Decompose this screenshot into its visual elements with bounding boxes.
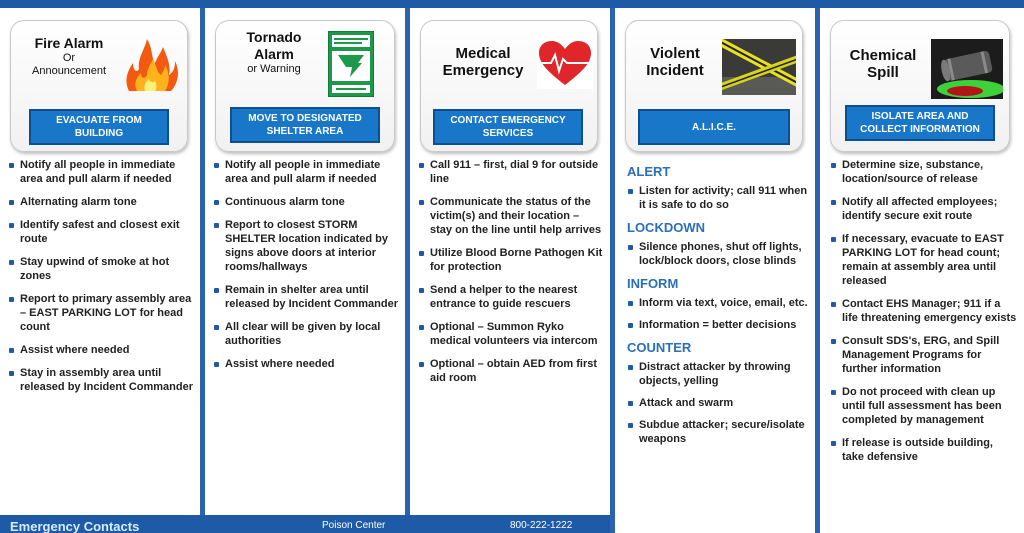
list-item: Contact EHS Manager; 911 if a life threatening emergency exists (830, 297, 1018, 325)
list-item: Assist where needed (213, 357, 399, 371)
list-item: Distract attacker by throwing objects, yelling (627, 360, 811, 388)
chemical-title-line2: Spill (867, 64, 899, 81)
tornado-title-line1: Tornado (246, 29, 302, 45)
chemical-spill-title (837, 47, 929, 81)
poison-center-label: Poison Center (322, 520, 386, 531)
list-item: Subdue attacker; secure/isolate weapons (627, 418, 811, 446)
list-item: Remain in shelter area until released by Incident Commander (213, 283, 399, 311)
counter-list (627, 360, 811, 446)
list-item: Alternating alarm tone (8, 195, 193, 209)
list-item: Determine size, substance, location/source of release (830, 158, 1018, 186)
list-item: If necessary, evacuate to EAST PARKING LOT for head count; remain at assembly area until released (830, 232, 1018, 288)
list-item: Communicate the status of the victim(s) and their location – stay on the line until help arrives (418, 195, 604, 237)
lockdown-list (627, 240, 811, 268)
chemical-barrel-icon (931, 39, 1003, 99)
list-item: Assist where needed (8, 343, 193, 357)
list-item: Listen for activity; call 911 when it is safe to do so (627, 184, 811, 212)
list-item: Notify all people in immediate area and pull alarm if needed (8, 158, 193, 186)
violent-incident-instructions (627, 158, 811, 454)
violent-title-line2: Incident (646, 62, 704, 79)
alert-heading: ALERT (627, 164, 671, 179)
list-item: All clear will be given by local authorities (213, 320, 399, 348)
fire-alarm-column (0, 8, 200, 533)
fire-alarm-title (19, 35, 119, 78)
chemical-spill-card (830, 20, 1010, 152)
tornado-column (205, 8, 405, 533)
tornado-instructions (213, 158, 399, 380)
tornado-title (224, 29, 324, 76)
inform-heading: INFORM (627, 276, 679, 291)
medical-column (410, 8, 610, 533)
list-item: Stay in assembly area until released by Incident Commander (8, 366, 193, 394)
evacuate-action-banner: EVACUATE FROM BUILDING (29, 109, 169, 145)
list-item: Call 911 – first, dial 9 for outside line (418, 158, 604, 186)
list-item: Report to primary assembly area – EAST PARKING LOT for head count (8, 292, 193, 334)
list-item: Optional – obtain AED from first aid room (418, 357, 604, 385)
list-item: Consult SDS's, ERG, and Spill Management Programs for further information (830, 334, 1018, 376)
crime-scene-tape-icon (722, 39, 796, 95)
list-item: Send a helper to the nearest entrance to guide rescuers (418, 283, 604, 311)
counter-heading: COUNTER (627, 340, 692, 355)
contact-emergency-action-banner: CONTACT EMERGENCY SERVICES (433, 109, 583, 145)
violent-incident-column (615, 8, 815, 533)
list-item: Notify all affected employees; identify secure exit route (830, 195, 1018, 223)
violent-incident-card (625, 20, 803, 152)
top-band (0, 0, 1024, 8)
list-item: Silence phones, shut off lights, lock/block doors, close blinds (627, 240, 811, 268)
list-item: Identify safest and closest exit route (8, 218, 193, 246)
list-item: If release is outside building, take defensive (830, 436, 1018, 464)
list-item: Inform via text, voice, email, etc. (627, 296, 811, 310)
list-item: Do not proceed with clean up until full assessment has been completed by management (830, 385, 1018, 427)
fire-alarm-subtitle-announcement: Announcement (32, 65, 106, 77)
alert-list (627, 184, 811, 212)
fire-alarm-subtitle-or: Or (62, 52, 76, 64)
medical-instructions (418, 158, 604, 394)
violent-title-line1: Violent (650, 45, 700, 62)
medical-title-line1: Medical (455, 45, 511, 62)
list-item: Utilize Blood Borne Pathogen Kit for protection (418, 246, 604, 274)
list-item: Stay upwind of smoke at hot zones (8, 255, 193, 283)
inform-list (627, 296, 811, 332)
emergency-contacts-label: Emergency Contacts (10, 519, 140, 533)
list-item: Information = better decisions (627, 318, 811, 332)
list-item: Continuous alarm tone (213, 195, 399, 209)
isolate-area-action-banner: ISOLATE AREA AND COLLECT INFORMATION (845, 105, 995, 141)
chemical-title-line1: Chemical (849, 47, 917, 64)
violent-incident-title (632, 45, 718, 79)
list-item: Attack and swarm (627, 396, 811, 410)
fire-alarm-title-text: Fire Alarm (34, 35, 104, 51)
poison-center-number: 800-222-1222 (510, 520, 573, 531)
chemical-spill-instructions (830, 158, 1018, 473)
chemical-spill-column (820, 8, 1024, 533)
fire-icon (123, 35, 179, 93)
list-item: Notify all people in immediate area and pull alarm if needed (213, 158, 399, 186)
list-item: Optional – Summon Ryko medical volunteers via intercom (418, 320, 604, 348)
medical-title (427, 45, 539, 79)
alice-action-banner: A.L.I.C.E. (638, 109, 790, 145)
fire-alarm-instructions (8, 158, 193, 403)
medical-title-line2: Emergency (442, 62, 524, 79)
storm-shelter-sign-icon (328, 31, 374, 97)
heart-icon (537, 39, 593, 89)
tornado-subtitle: or Warning (247, 63, 301, 75)
tornado-title-line2: Alarm (254, 46, 294, 62)
medical-card (420, 20, 598, 152)
fire-alarm-card (10, 20, 188, 152)
tornado-card (215, 20, 395, 152)
list-item: Report to closest STORM SHELTER location indicated by signs above doors at interior rooms/hallways (213, 218, 399, 274)
emergency-contacts-footer (0, 515, 610, 533)
lockdown-heading: LOCKDOWN (627, 220, 705, 235)
shelter-action-banner: MOVE TO DESIGNATED SHELTER AREA (230, 107, 380, 143)
